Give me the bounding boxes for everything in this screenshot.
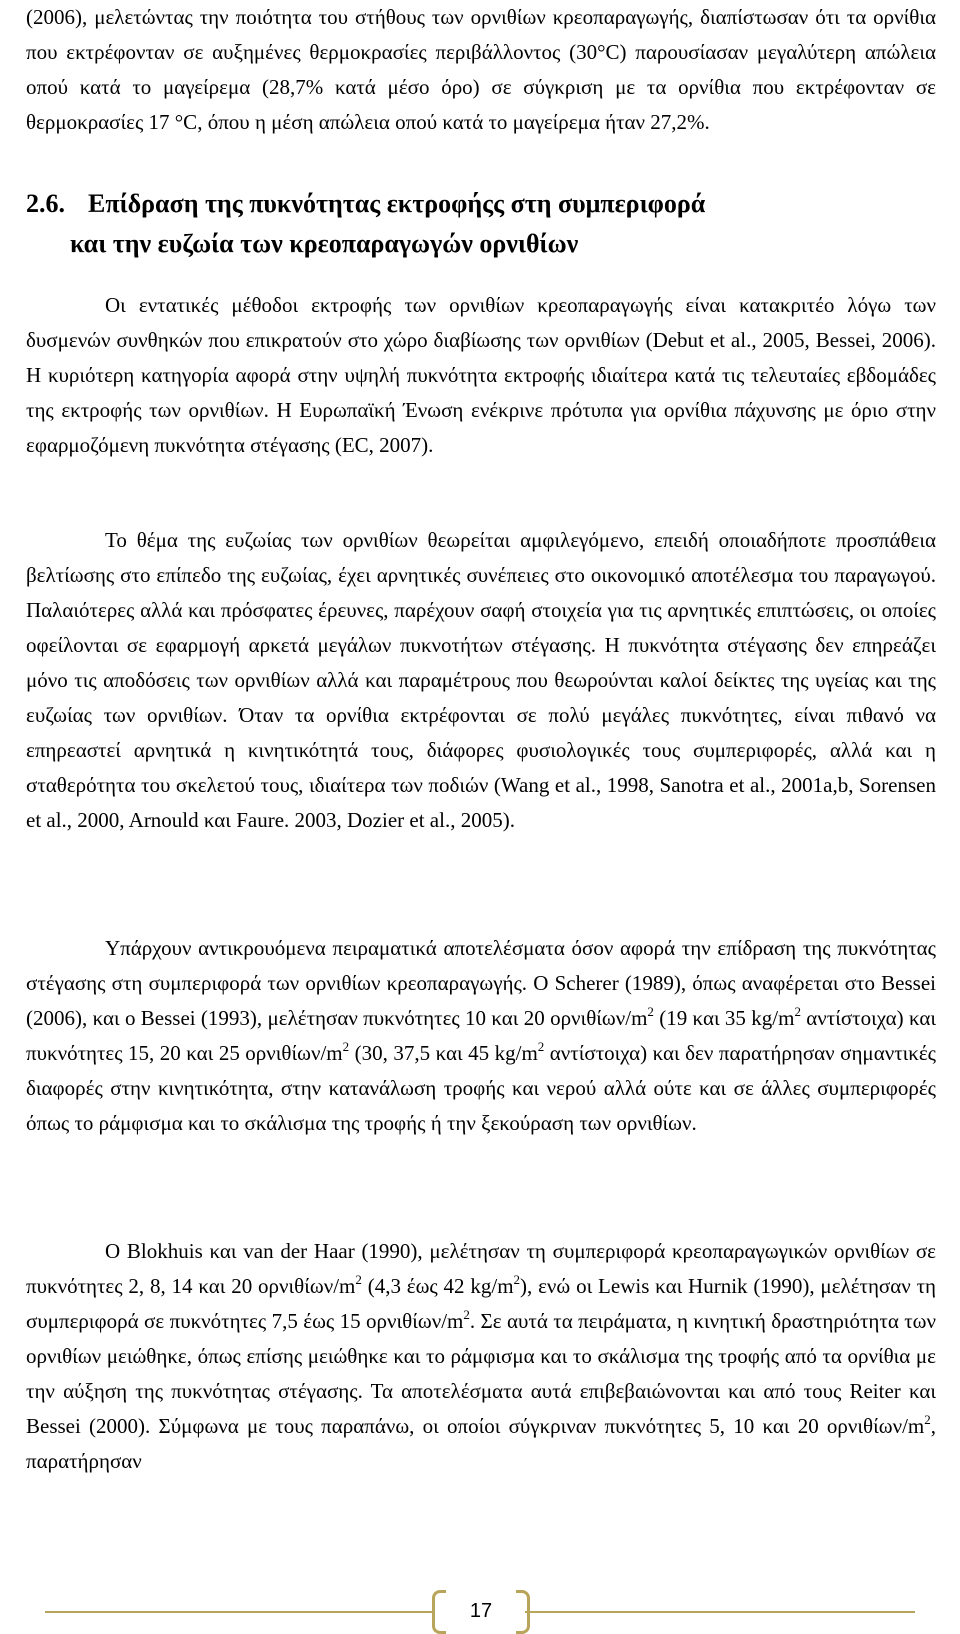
- continued-paragraph: (2006), μελετώντας την ποιότητα του στήθους των ορνιθίων κρεοπαραγωγής, διαπίστωσαν ότι τα ορνίθια που εκτρέφονταν σε αυξημένες θερμοκρασίες περιβάλλοντος (30°C) παρουσίασαν μεγαλύτερη απώλεια οπού κατά το μαγείρεμα (28,7% κατά μέσο όρο) σε σύγκριση με τα ορνίθια που εκτρέφονταν σε θερμοκρασίες 17 °C, όπου η μέση απώλεια οπού κατά το μαγείρεμα ήταν 27,2%.: [26, 5, 936, 134]
- paragraph-blokhuis-study: [26, 1234, 936, 1479]
- p4-text-a: Ο Blokhuis και van der Haar (1990), μελέτησαν τη συμπεριφορά κρεοπαραγωγικών ορνιθίων σε πυκνότητες 2, 8, 14 και 20 ορνιθίων/m: [26, 1239, 936, 1298]
- p3-text-a: Υπάρχουν αντικρουόμενα πειραματικά αποτελέσματα όσον αφορά την επίδραση της πυκνότητας στέγασης στη συμπεριφορά των ορνιθίων κρεοπαραγωγής. Ο Scherer (1989), όπως αναφέρεται στο Bessei (2006), και ο Bessei (1993), μελέτησαν πυκνότητες 10 και 20 ορνιθίων/m: [26, 936, 936, 1030]
- footer-rule-right: [525, 1611, 915, 1613]
- p4-text-b: (4,3 έως 42 kg/m: [361, 1274, 514, 1298]
- p3-sup-2: 2: [794, 1004, 801, 1019]
- page-number: 17: [469, 1600, 493, 1622]
- footer-rule-left: [45, 1611, 435, 1613]
- paragraph-intensive-methods: Οι εντατικές μέθοδοι εκτροφής των ορνιθίων κρεοπαραγωγής είναι κατακριτέο λόγω των δυσμενών συνθηκών που επικρατούν στο χώρο διαβίωσης των ορνιθίων (Debut et al., 2005, Bessei, 2006). Η κυριότερη κατηγορία αφορά στην υψηλή πυκνότητα εκτροφής ιδιαίτερα κατά τις τελευταίες εβδομάδες της εκτροφής των ορνιθίων. Η Ευρωπαϊκή Ένωση ενέκρινε πρότυπα για ορνίθια πάχυνσης με όριο στην εφαρμοζόμενη πυκνότητα στέγασης (EC, 2007).: [26, 293, 936, 457]
- footer-bracket-left: [432, 1590, 446, 1634]
- p4-sup-3: 2: [463, 1307, 470, 1322]
- p3-sup-1: 2: [647, 1004, 654, 1019]
- p4-sup-1: 2: [355, 1272, 362, 1287]
- p4-text-e: , παρατήρησαν: [26, 1414, 936, 1473]
- p3-text-e: αντίστοιχα) και δεν παρατήρησαν σημαντικές διαφορές στην κινητικότητα, στην κατανάλωση τροφής και νερού αλλά ούτε και σε άλλες συμπεριφορές όπως το ράμφισμα και το σκάλισμα της τροφής ή την ξεκούραση των ορνιθίων.: [26, 1041, 936, 1135]
- p4-text-c: ), ενώ οι Lewis και Hurnik (1990), μελέτησαν τη συμπεριφορά σε πυκνότητες 7,5 έως 15 ορνιθίων/m: [26, 1274, 936, 1333]
- p3-text-c: αντίστοιχα) και πυκνότητες 15, 20 και 25 ορνιθίων/m: [26, 1006, 936, 1065]
- paragraph-conflicting-results: [26, 931, 936, 1141]
- paragraph-welfare-topic: Το θέμα της ευζωίας των ορνιθίων θεωρείται αμφιλεγόμενο, επειδή οποιαδήποτε προσπάθεια βελτίωσης στο επίπεδο της ευζωίας, έχει αρνητικές συνέπειες στο οικονομικό αποτέλεσμα του παραγωγού. Παλαιότερες αλλά και πρόσφατες έρευνες, παρέχουν σαφή στοιχεία για τις αρνητικές επιπτώσεις, οι οποίες οφείλονται σε εφαρμογή αρκετά μεγάλων πυκνοτήτων στέγασης. Η πυκνότητα στέγασης δεν επηρεάζει μόνο τις αποδόσεις των ορνιθίων αλλά και παραμέτρους που θεωρούνται καλοί δείκτες της υγείας και της ευζωίας των ορνιθίων. Όταν τα ορνίθια εκτρέφονται σε πολύ μεγάλες πυκνότητες, είναι πιθανό να επηρεαστεί αρνητικά η κινητικότητά τους, διάφορες φυσιολογικές τους συμπεριφορές, αλλά και η σταθερότητα του σκελετού τους, ιδιαίτερα των ποδιών (Wang et al., 1998, Sanotra et al., 2001a,b, Sorensen et al., 2000, Arnould και Faure. 2003, Dozier et al., 2005).: [26, 528, 936, 832]
- p3-sup-4: 2: [537, 1039, 545, 1054]
- section-title-line1: Επίδραση της πυκνότητας εκτροφήςς στη συμπεριφορά: [88, 189, 706, 218]
- section-number: 2.6.: [26, 189, 65, 218]
- p4-sup-2: 2: [513, 1272, 521, 1287]
- p4-sup-4: 2: [924, 1412, 931, 1427]
- p3-sup-3: 2: [342, 1039, 350, 1054]
- section-heading: [26, 184, 936, 264]
- section-title-line2: και την ευζωία των κρεοπαραγωγών ορνιθίων: [70, 229, 579, 258]
- page-footer: [0, 1586, 960, 1634]
- p3-text-b: (19 και 35 kg/m: [653, 1006, 795, 1030]
- p4-text-d: . Σε αυτά τα πειράματα, η κινητική δραστηριότητα των ορνιθίων μειώθηκε, όπως επίσης μειώθηκε και το ράμφισμα και το σκάλισμα της τροφής από τα ορνίθια με την αύξηση της πυκνότητας στέγασης. Τα αποτελέσματα αυτά επιβεβαιώνονται και από τους Reiter και Bessei (2000). Σύμφωνα με τους παραπάνω, οι οποίοι σύγκριναν πυκνότητες 5, 10 και 20 ορνιθίων/m: [26, 1309, 936, 1438]
- p3-text-d: (30, 37,5 και 45 kg/m: [349, 1041, 538, 1065]
